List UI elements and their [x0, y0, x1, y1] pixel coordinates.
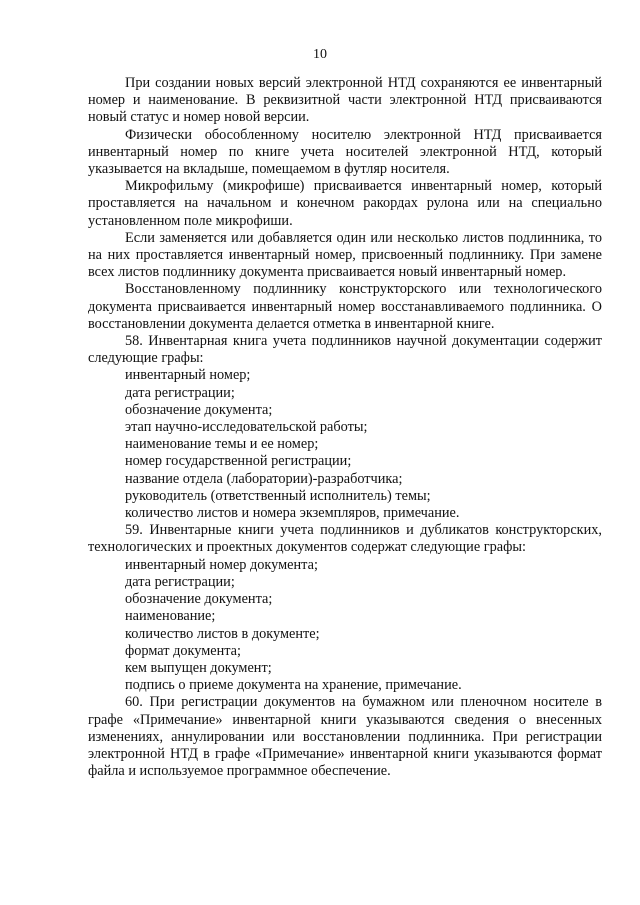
paragraph-58: 58. Инвентарная книга учета подлинников научной документации содержит следующие графы:	[88, 333, 602, 367]
list-item-59-format: формат документа;	[125, 642, 242, 659]
list-item-58-sheets-count: количество листов и номера экземпляров, примечание.	[125, 505, 460, 522]
paragraph-sheet-replacement: Если заменяется или добавляется один или несколько листов подлинника, то на них проставляется инвентарный номер, присвоенный подлиннику. При замене всех листов подлиннику документа присваивается новый инвентарный номер.	[88, 229, 602, 281]
paragraph-59: 59. Инвентарные книги учета подлинников и дубликатов конструкторских, технологических и проектных документов содержат следующие графы:	[88, 522, 602, 556]
list-item-58-department: название отдела (лаборатории)-разработчика;	[125, 470, 403, 487]
list-item-58-state-registration: номер государственной регистрации;	[125, 453, 352, 470]
paragraph-new-versions: При создании новых версий электронной НТД сохраняются ее инвентарный номер и наименование. В реквизитной части электронной НТД присваиваются новый статус и номер новой версии.	[88, 75, 602, 126]
paragraph-restored-original: Восстановленному подлиннику конструкторского или технологического документа присваивается инвентарный номер восстанавливаемого подлинника. О восстановлении документа делается отметка в инвентарной книге.	[88, 281, 602, 332]
list-item-58-inventory-number: инвентарный номер;	[125, 367, 251, 384]
list-item-58-research-stage: этап научно-исследовательской работы;	[125, 419, 368, 436]
list-item-59-name: наименование;	[125, 608, 216, 625]
list-item-58-supervisor: руководитель (ответственный исполнитель) темы;	[125, 487, 431, 504]
list-item-59-sheets-count: количество листов в документе;	[125, 625, 320, 642]
list-item-59-document-designation: обозначение документа;	[125, 591, 273, 608]
list-item-59-registration-date: дата регистрации;	[125, 573, 235, 590]
list-item-58-topic-name: наименование темы и ее номер;	[125, 436, 319, 453]
list-item-58-document-designation: обозначение документа;	[125, 401, 273, 418]
page-number: 10	[313, 47, 327, 62]
paragraph-microfilm: Микрофильму (микрофише) присваивается инвентарный номер, который проставляется на начальном и конечном ракордах рулона или на специально установленном поле микрофиши.	[88, 178, 602, 229]
list-item-59-inventory-number: инвентарный номер документа;	[125, 556, 318, 573]
list-item-59-acceptance-signature: подпись о приеме документа на хранение, примечание.	[125, 677, 462, 694]
paragraph-physical-media: Физически обособленному носителю электронной НТД присваивается инвентарный номер по книге учета носителей электронной НТД, который указывается на вкладыше, помещаемом в футляр носителя.	[88, 126, 602, 178]
document-body	[88, 75, 602, 780]
list-item-58-registration-date: дата регистрации;	[125, 384, 235, 401]
list-item-59-issued-by: кем выпущен документ;	[125, 659, 272, 676]
paragraph-60: 60. При регистрации документов на бумажном или пленочном носителе в графе «Примечание» инвентарной книги указываются сведения о внесенных изменениях, аннулировании или восстановлении подлинника. При регистрации электронной НТД в графе «Примечание» инвентарной книги указываются формат файла и используемое программное обеспечение.	[88, 694, 602, 780]
